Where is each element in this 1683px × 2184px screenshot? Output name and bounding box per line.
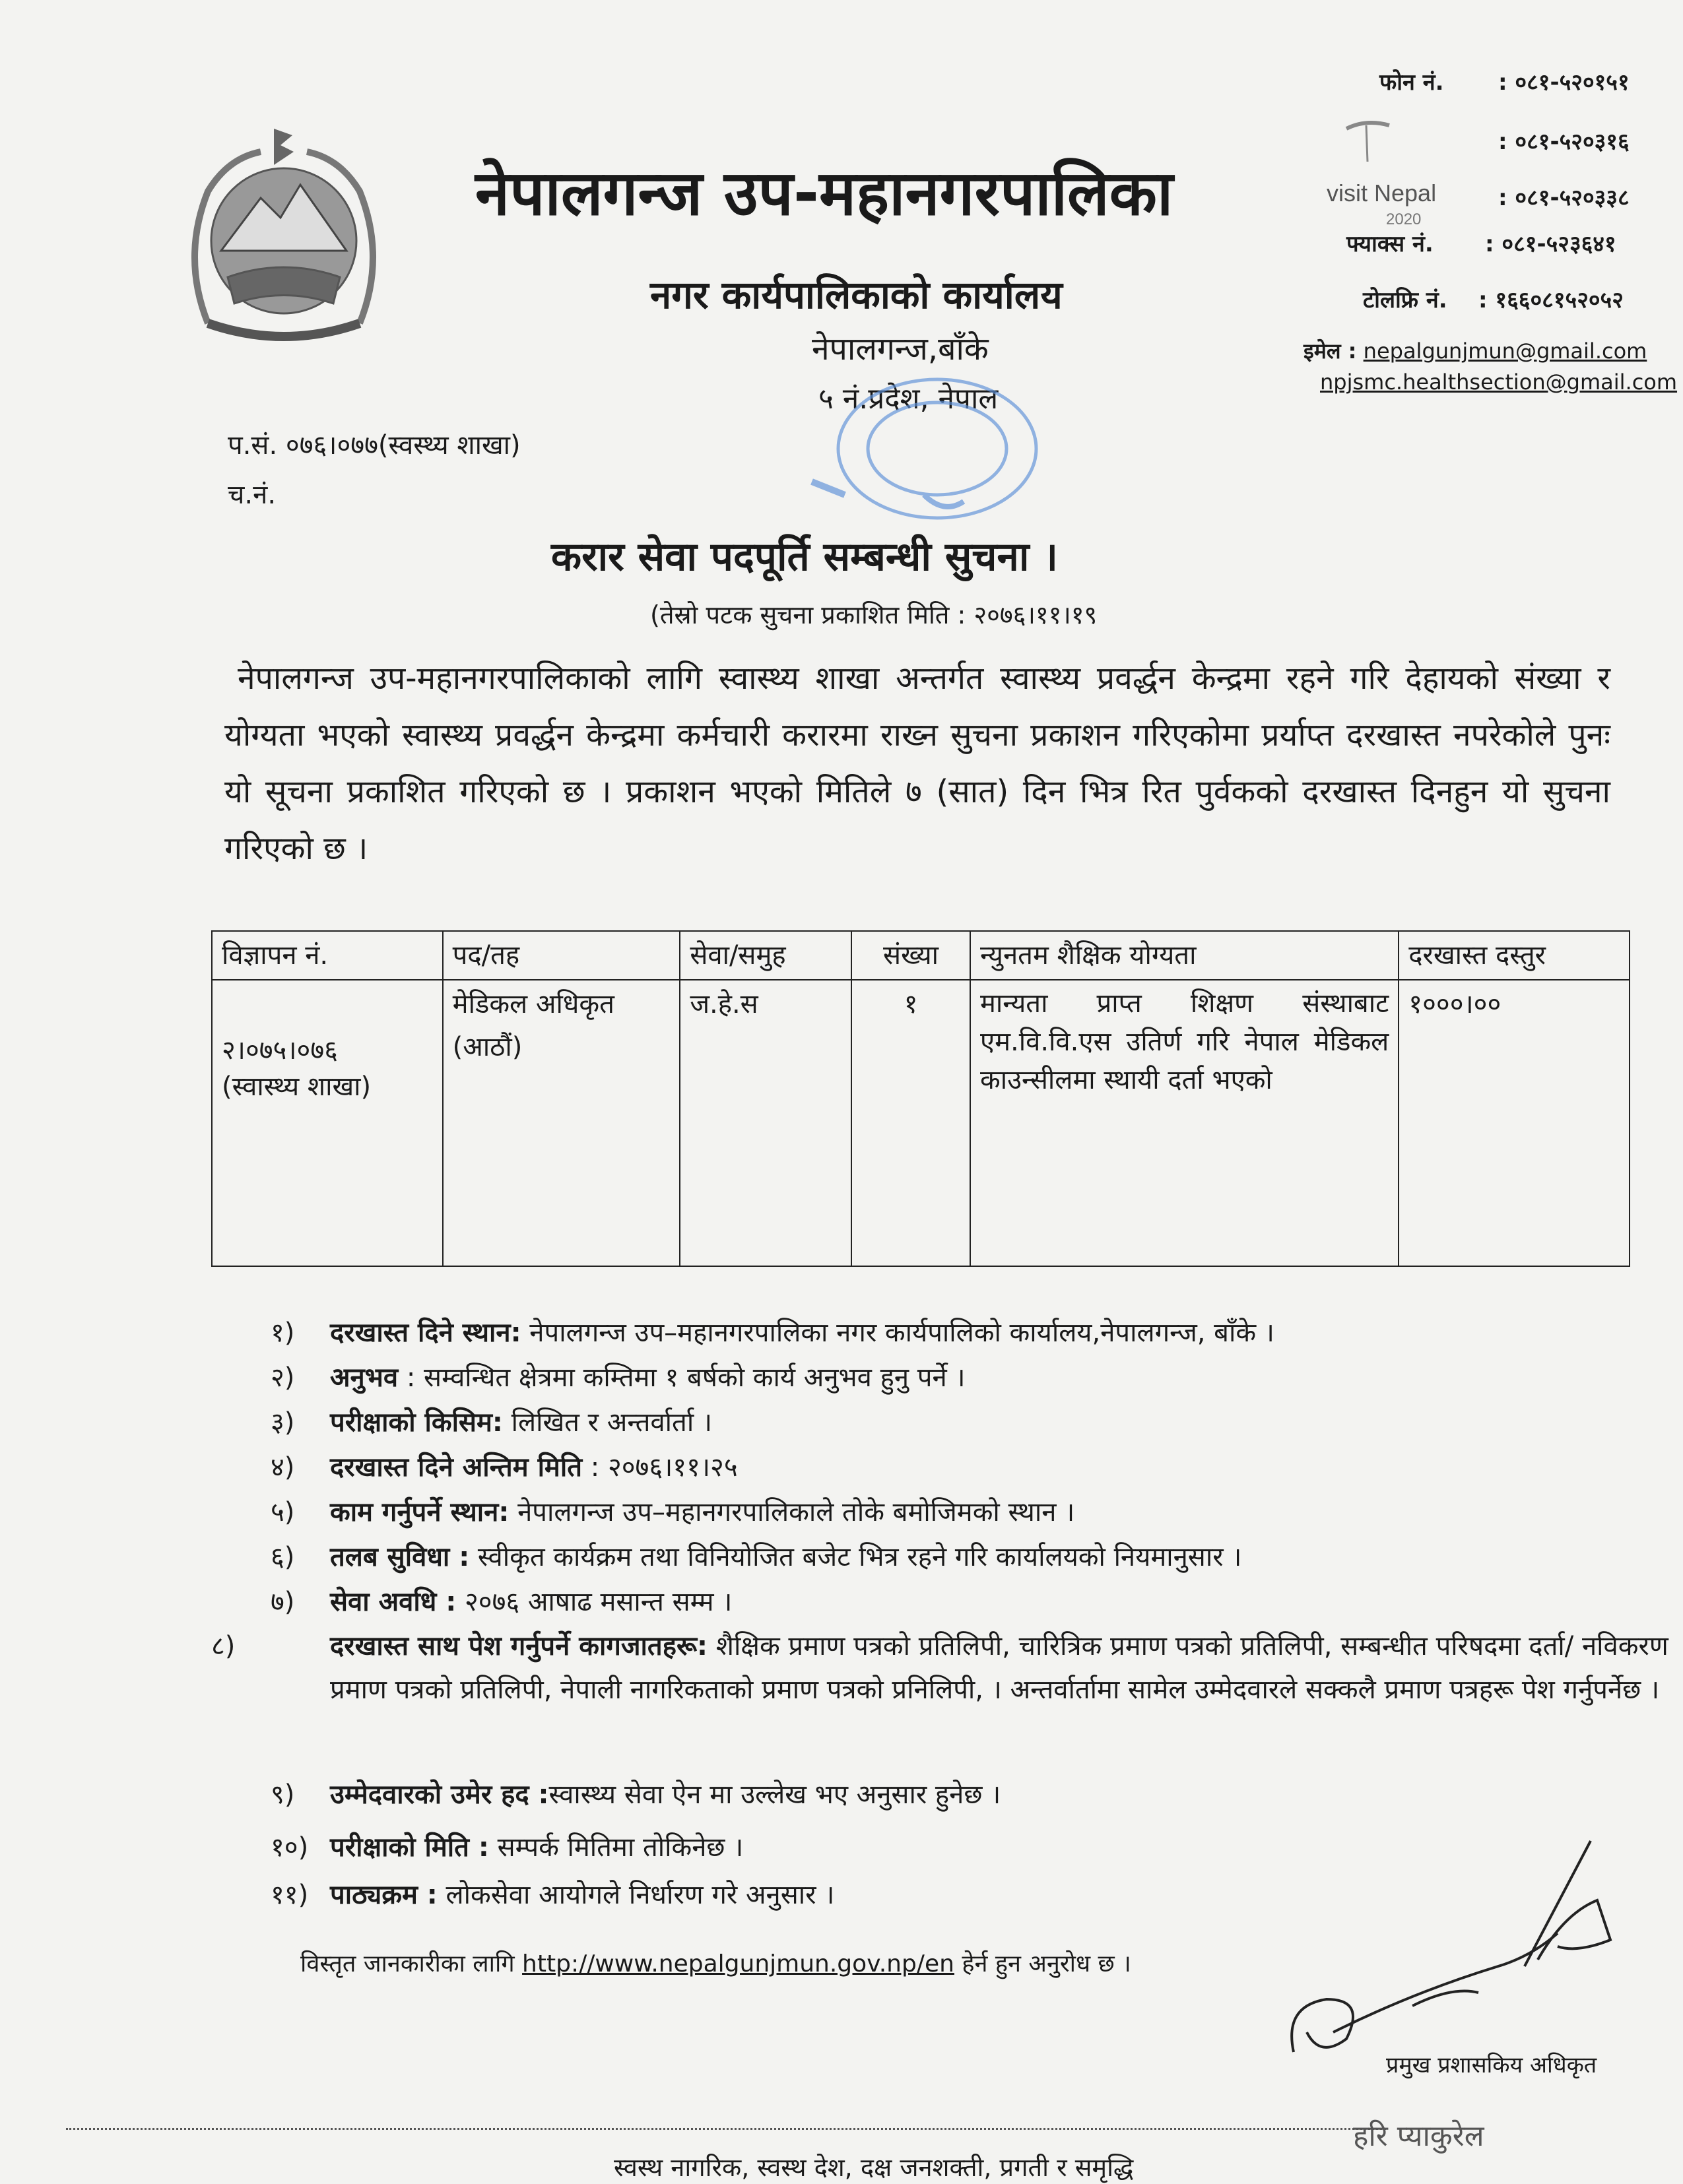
condition-text: : सम्वन्धित क्षेत्रमा कम्तिमा १ बर्षको कार्य अनुभव हुनु पर्ने । <box>398 1363 966 1393</box>
list-item <box>271 1537 1241 1574</box>
visit-nepal-logo <box>1327 115 1478 234</box>
signature-icon <box>1280 1834 1624 2085</box>
list-item <box>271 1403 712 1439</box>
condition-label: पाठ्यक्रम : <box>330 1880 438 1910</box>
condition-text: नेपालगन्ज उप–महानगरपालिका नगर कार्यपालिको कार्यालय,नेपालगन्ज, बाँके । <box>521 1318 1274 1348</box>
condition-number: ११) <box>271 1880 309 1910</box>
condition-label: दरखास्त दिने स्थान: <box>330 1318 521 1348</box>
visit-nepal-year: 2020 <box>1386 210 1422 228</box>
table-row <box>212 980 1630 1266</box>
cell-service: ज.हे.स <box>680 980 851 1266</box>
condition-text: स्वास्थ्य सेवा ऐन मा उल्लेख भए अनुसार हुनेछ । <box>548 1780 1001 1810</box>
footer-divider <box>66 2128 1386 2130</box>
condition-label: दरखास्त दिने अन्तिम मिति <box>330 1452 583 1483</box>
condition-number: ७) <box>271 1587 295 1617</box>
phone-2: : ०८१-५२०३१६ <box>1498 129 1630 155</box>
ad-branch: (स्वास्थ्य शाखा) <box>222 1072 372 1102</box>
table-header-row <box>212 931 1630 980</box>
ad-number: २।०७५।०७६ <box>222 1035 338 1066</box>
nepal-emblem-icon <box>168 125 399 350</box>
col-post: पद/तह <box>443 931 680 980</box>
tollfree-number: : १६६०८१५२०५२ <box>1478 287 1624 313</box>
cell-ad-number <box>212 980 443 1266</box>
dispatch-number: च.नं. <box>228 480 277 510</box>
condition-label: अनुभव <box>330 1363 399 1393</box>
condition-label: परीक्षाको किसिम: <box>330 1407 503 1438</box>
qualification-text: मान्यता प्राप्त शिक्षण संस्थाबाट एम.वि.वि.एस उतिर्ण गरि नेपाल मेडिकल काउन्सीलमा स्थायी दर्ता भएको <box>979 988 1389 1095</box>
list-item <box>271 1358 966 1394</box>
office-title: नेपालगन्ज उप-महानगरपालिका <box>475 158 1173 230</box>
signatory-title: प्रमुख प्रशासकिय अधिकृत <box>1386 2052 1597 2078</box>
condition-number: ६) <box>271 1542 295 1572</box>
condition-number: ४) <box>271 1452 295 1483</box>
office-province: ५ नं.प्रदेश, नेपाल <box>818 382 999 416</box>
list-item <box>271 1313 1274 1349</box>
footer-slogan: स्वस्थ नागरिक, स्वस्थ देश, दक्ष जनशक्ती, प्रगती र समृद्धि <box>614 2153 1134 2182</box>
notice-heading: करार सेवा पदपूर्ति सम्बन्धी सुचना । <box>551 534 1058 580</box>
col-fee: दरखास्त दस्तुर <box>1399 931 1630 980</box>
post-name: मेडिकल अधिकृत <box>452 989 614 1019</box>
condition-text: स्वीकृत कार्यक्रम तथा विनियोजित बजेट भित्र रहने गरि कार्यालयको नियमानुसार । <box>469 1542 1242 1572</box>
list-item <box>211 1624 1683 1712</box>
condition-number: १०) <box>271 1832 309 1863</box>
post-level: (आठौं) <box>452 1032 523 1062</box>
visit-nepal-text: visit Nepal <box>1327 179 1437 207</box>
list-item <box>271 1775 1001 1811</box>
phone-3: : ०८१-५२०३३८ <box>1498 185 1630 211</box>
condition-text: : २०७६।११।२५ <box>582 1452 738 1483</box>
col-count: संख्या <box>851 931 970 980</box>
vacancy-table <box>211 930 1630 1267</box>
condition-number: ५) <box>271 1497 295 1527</box>
more-info-suffix: हेर्न हुन अनुरोध छ । <box>954 1950 1131 1977</box>
condition-number: ३) <box>271 1407 295 1438</box>
condition-text: लिखित र अन्तर्वार्ता । <box>502 1407 713 1438</box>
col-service: सेवा/समुह <box>680 931 851 980</box>
email-label: इमेल : <box>1304 338 1357 364</box>
phone-1: : ०८१-५२०१५१ <box>1498 69 1630 96</box>
condition-text: सम्पर्क मितिमा तोकिनेछ । <box>488 1832 744 1863</box>
list-item <box>271 1493 1074 1529</box>
condition-text: २०७६ आषाढ मसान्त सम्म । <box>456 1587 733 1617</box>
phone-label: फोन नं. <box>1379 69 1444 96</box>
condition-label: उम्मेदवारको उमेर हद : <box>330 1780 549 1810</box>
signatory-name: हरि प्याकुरेल <box>1353 2119 1484 2153</box>
notice-body: नेपालगन्ज उप-महानगरपालिकाको लागि स्वास्थ्य शाखा अन्तर्गत स्वास्थ्य प्रवर्द्धन केन्द्रमा रहने गरि देहायको संख्या र योग्यता भएको स्वास्थ्य प्रवर्द्धन केन्द्रमा कर्मचारी करारमा राख्न सुचना प्रकाशन गरिएकोमा प्रर्याप्त दरखास्त नपरेकोले पुनः यो सूचना प्रकाशित गरिएको छ । प्रकाशन भएको मितिले ७ (सात) दिन भित्र रित पुर्वकको दरखास्त दिनहुन यो सुचना गरिएको छ । <box>224 660 1610 867</box>
cell-count: १ <box>851 980 970 1266</box>
condition-text: लोकसेवा आयोगले निर्धारण गरे अनुसार । <box>437 1880 835 1910</box>
condition-number: ८) <box>211 1631 236 1661</box>
published-date: (तेस्रो पटक सुचना प्रकाशित मिति : २०७६।११।१९ <box>650 600 1098 629</box>
office-subtitle: नगर कार्यपालिकाको कार्यालय <box>650 273 1063 317</box>
more-info-line <box>300 1946 1131 1979</box>
col-qualification: न्युनतम शैक्षिक योग्यता <box>970 931 1399 980</box>
condition-label: दरखास्त साथ पेश गर्नुपर्ने कागजातहरू: <box>330 1631 708 1661</box>
list-item <box>271 1875 834 1911</box>
cell-post <box>443 980 680 1266</box>
condition-label: सेवा अवधि : <box>330 1587 457 1617</box>
col-ad-number: विज्ञापन नं. <box>212 931 443 980</box>
tollfree-label: टोलफ्रि नं. <box>1363 287 1447 313</box>
more-info-prefix: विस्तृत जानकारीका लागि <box>300 1950 523 1977</box>
list-item <box>271 1828 743 1864</box>
office-city: नेपालगन्ज,बाँके <box>812 331 989 368</box>
condition-text: शैक्षिक प्रमाण पत्रको प्रतिलिपी, चारित्रिक प्रमाण पत्रको प्रतिलिपी, सम्बन्धीत परिषदमा दर्ता/ नविकरण प्रमाण पत्रको प्रतिलिपी, नेपाली नागरिकताको प्रमाण पत्रको प्रनिलिपी, । अन्तर्वार्तामा सामेल उम्मेदवारले सक्कलै प्रमाण पत्रहरू पेश गर्नुपर्नेछ । <box>330 1631 1668 1705</box>
condition-text: नेपालगन्ज उप–महानगरपालिकाले तोके बमोजिमको स्थान । <box>509 1497 1075 1527</box>
reference-number: प.सं. ०७६।०७७(स्वस्थ्य शाखा) <box>228 430 521 461</box>
list-item <box>271 1448 738 1484</box>
condition-number: ९) <box>271 1780 295 1810</box>
cell-fee: १०००।०० <box>1399 980 1630 1266</box>
condition-label: तलब सुविधा : <box>330 1542 470 1572</box>
condition-number: २) <box>271 1363 295 1393</box>
email-link-1[interactable]: nepalgunjmun@gmail.com <box>1363 338 1647 364</box>
fax-number: : ०८१-५२३६४१ <box>1485 231 1616 257</box>
email-link-2[interactable]: npjsmc.healthsection@gmail.com <box>1320 369 1678 395</box>
cell-qualification <box>970 980 1399 1266</box>
condition-label: परीक्षाको मिति : <box>330 1832 489 1863</box>
fax-label: फ्याक्स नं. <box>1346 231 1434 257</box>
list-item <box>271 1582 732 1619</box>
website-link[interactable]: http://www.nepalgunjmun.gov.np/en <box>522 1950 954 1977</box>
condition-label: काम गर्नुपर्ने स्थान: <box>330 1497 510 1527</box>
condition-number: १) <box>271 1318 295 1348</box>
